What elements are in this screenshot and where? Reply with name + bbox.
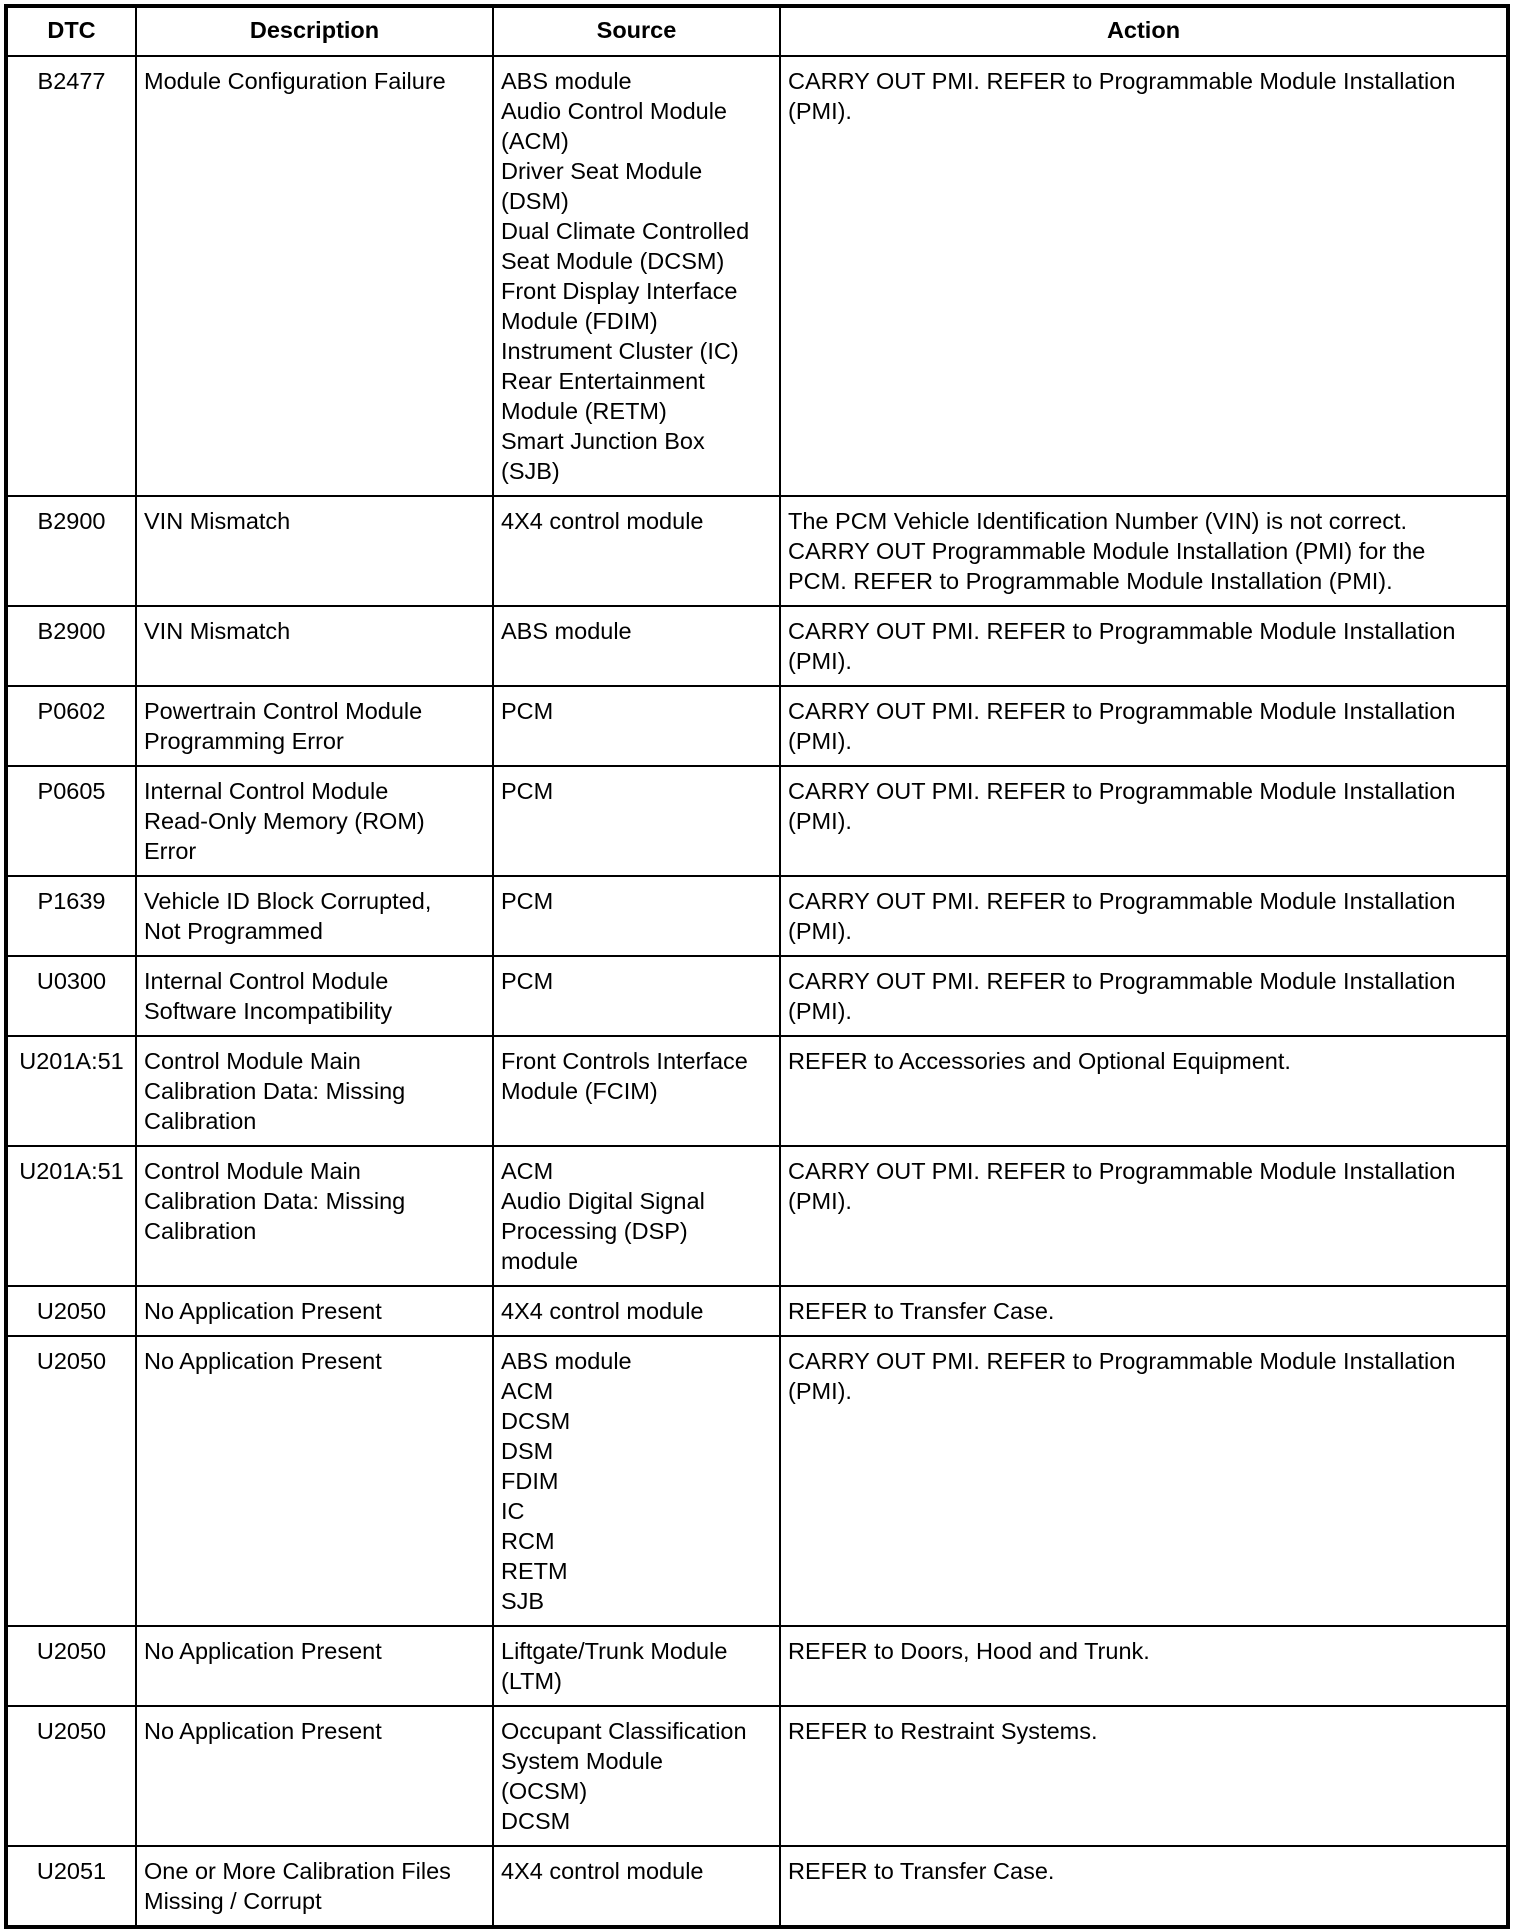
action-line: CARRY OUT PMI. REFER to Programmable Module Installation [788, 778, 1456, 804]
source-line: PCM [501, 778, 554, 804]
action-line: CARRY OUT PMI. REFER to Programmable Module Installation [788, 618, 1456, 644]
description-line: Read-Only Memory (ROM) [144, 808, 425, 834]
source-cell [493, 956, 780, 1036]
description-line: Module Configuration Failure [144, 68, 446, 94]
action-line: CARRY OUT Programmable Module Installation (PMI) for the [788, 538, 1426, 564]
description-cell [136, 956, 493, 1036]
table-body [6, 56, 1508, 1927]
table-row [6, 496, 1508, 606]
description-line: VIN Mismatch [144, 618, 291, 644]
description-cell [136, 1286, 493, 1336]
source-line: Instrument Cluster (IC) [501, 338, 739, 364]
action-cell [780, 1706, 1508, 1846]
source-line: 4X4 control module [501, 1858, 704, 1884]
source-line: Front Display Interface [501, 278, 738, 304]
dtc-code-cell: P0605 [6, 766, 136, 876]
source-cell [493, 1146, 780, 1286]
description-cell [136, 1036, 493, 1146]
source-line: DCSM [501, 1408, 571, 1434]
description-cell [136, 686, 493, 766]
description-line: Programming Error [144, 728, 344, 754]
action-cell [780, 876, 1508, 956]
source-line: Front Controls Interface [501, 1048, 748, 1074]
description-line: Calibration [144, 1108, 257, 1134]
source-cell [493, 606, 780, 686]
source-line: (OCSM) [501, 1778, 588, 1804]
source-line: PCM [501, 968, 554, 994]
table-row [6, 1846, 1508, 1927]
action-line: (PMI). [788, 808, 852, 834]
description-line: Vehicle ID Block Corrupted, [144, 888, 432, 914]
action-cell [780, 1626, 1508, 1706]
source-line: IC [501, 1498, 525, 1524]
source-line: PCM [501, 698, 554, 724]
table-row [6, 1336, 1508, 1626]
description-line: No Application Present [144, 1348, 382, 1374]
table-row [6, 876, 1508, 956]
source-cell [493, 1706, 780, 1846]
action-cell [780, 766, 1508, 876]
action-line: REFER to Restraint Systems. [788, 1718, 1098, 1744]
description-cell [136, 1706, 493, 1846]
source-line: PCM [501, 888, 554, 914]
table-header [6, 6, 1508, 56]
source-cell [493, 1036, 780, 1146]
description-line: Control Module Main [144, 1048, 361, 1074]
table-row [6, 686, 1508, 766]
source-line: ACM [501, 1158, 554, 1184]
description-line: Software Incompatibility [144, 998, 393, 1024]
action-cell [780, 606, 1508, 686]
source-line: Rear Entertainment [501, 368, 705, 394]
source-cell [493, 1336, 780, 1626]
description-line: One or More Calibration Files [144, 1858, 451, 1884]
action-cell [780, 496, 1508, 606]
description-line: Powertrain Control Module [144, 698, 423, 724]
source-line: 4X4 control module [501, 1298, 704, 1324]
dtc-table [4, 4, 1510, 1929]
source-line: Module (FDIM) [501, 308, 658, 334]
table-row [6, 56, 1508, 496]
description-cell [136, 1146, 493, 1286]
source-line: Audio Control Module [501, 98, 727, 124]
source-cell [493, 876, 780, 956]
source-line: ABS module [501, 68, 632, 94]
source-cell [493, 56, 780, 496]
table-row [6, 766, 1508, 876]
source-line: Audio Digital Signal [501, 1188, 705, 1214]
source-line: (ACM) [501, 128, 569, 154]
description-line: No Application Present [144, 1638, 382, 1664]
source-line: ABS module [501, 618, 632, 644]
source-line: (LTM) [501, 1668, 562, 1694]
table-row [6, 1286, 1508, 1336]
header-action: Action [780, 6, 1508, 56]
source-cell [493, 766, 780, 876]
action-line: PCM. REFER to Programmable Module Installation (PMI). [788, 568, 1393, 594]
source-line: (DSM) [501, 188, 569, 214]
dtc-code-cell: P0602 [6, 686, 136, 766]
action-line: The PCM Vehicle Identification Number (VIN) is not correct. [788, 508, 1408, 534]
table-row [6, 606, 1508, 686]
source-line: Dual Climate Controlled [501, 218, 750, 244]
dtc-code-cell: U2051 [6, 1846, 136, 1927]
description-cell [136, 496, 493, 606]
table-row [6, 1146, 1508, 1286]
description-cell [136, 56, 493, 496]
dtc-code-cell: U2050 [6, 1706, 136, 1846]
source-line: DSM [501, 1438, 554, 1464]
action-line: CARRY OUT PMI. REFER to Programmable Module Installation [788, 698, 1456, 724]
header-description: Description [136, 6, 493, 56]
source-line: module [501, 1248, 579, 1274]
header-row [6, 6, 1508, 56]
action-line: (PMI). [788, 918, 852, 944]
description-line: No Application Present [144, 1298, 382, 1324]
dtc-code-cell: U0300 [6, 956, 136, 1036]
source-line: Module (RETM) [501, 398, 667, 424]
description-line: Calibration Data: Missing [144, 1078, 406, 1104]
action-cell [780, 1336, 1508, 1626]
action-line: CARRY OUT PMI. REFER to Programmable Module Installation [788, 68, 1456, 94]
source-cell [493, 496, 780, 606]
description-line: VIN Mismatch [144, 508, 291, 534]
description-cell [136, 1846, 493, 1927]
dtc-code-cell: U2050 [6, 1336, 136, 1626]
action-cell [780, 1036, 1508, 1146]
dtc-code-cell: U201A:51 [6, 1146, 136, 1286]
description-line: Missing / Corrupt [144, 1888, 322, 1914]
action-line: (PMI). [788, 998, 852, 1024]
source-line: Occupant Classification [501, 1718, 747, 1744]
source-line: SJB [501, 1588, 545, 1614]
action-cell [780, 956, 1508, 1036]
source-line: 4X4 control module [501, 508, 704, 534]
source-line: DCSM [501, 1808, 571, 1834]
dtc-code-cell: U2050 [6, 1626, 136, 1706]
dtc-code-cell: B2900 [6, 496, 136, 606]
action-line: (PMI). [788, 98, 852, 124]
description-line: Not Programmed [144, 918, 323, 944]
table-row [6, 1626, 1508, 1706]
description-line: Error [144, 838, 197, 864]
action-line: REFER to Doors, Hood and Trunk. [788, 1638, 1150, 1664]
source-line: Module (FCIM) [501, 1078, 658, 1104]
action-line: REFER to Transfer Case. [788, 1298, 1055, 1324]
action-cell [780, 686, 1508, 766]
table-row [6, 1036, 1508, 1146]
description-line: Internal Control Module [144, 778, 389, 804]
description-cell [136, 876, 493, 956]
source-line: (SJB) [501, 458, 560, 484]
action-line: REFER to Transfer Case. [788, 1858, 1055, 1884]
source-line: FDIM [501, 1468, 559, 1494]
source-line: Smart Junction Box [501, 428, 705, 454]
action-line: CARRY OUT PMI. REFER to Programmable Module Installation [788, 968, 1456, 994]
source-line: System Module [501, 1748, 663, 1774]
table-row [6, 956, 1508, 1036]
action-line: (PMI). [788, 1378, 852, 1404]
source-line: ABS module [501, 1348, 632, 1374]
source-line: RCM [501, 1528, 555, 1554]
source-cell [493, 686, 780, 766]
dtc-code-cell: U2050 [6, 1286, 136, 1336]
source-line: Seat Module (DCSM) [501, 248, 725, 274]
header-source: Source [493, 6, 780, 56]
description-line: Calibration Data: Missing [144, 1188, 406, 1214]
description-cell [136, 1626, 493, 1706]
dtc-code-cell: B2477 [6, 56, 136, 496]
action-cell [780, 1846, 1508, 1927]
description-cell [136, 766, 493, 876]
action-line: CARRY OUT PMI. REFER to Programmable Module Installation [788, 1158, 1456, 1184]
source-cell [493, 1286, 780, 1336]
source-cell [493, 1626, 780, 1706]
action-line: (PMI). [788, 648, 852, 674]
table-row [6, 1706, 1508, 1846]
description-line: Internal Control Module [144, 968, 389, 994]
action-line: CARRY OUT PMI. REFER to Programmable Module Installation [788, 888, 1456, 914]
source-line: Processing (DSP) [501, 1218, 688, 1244]
dtc-code-cell: P1639 [6, 876, 136, 956]
action-cell [780, 1286, 1508, 1336]
source-cell [493, 1846, 780, 1927]
action-cell [780, 1146, 1508, 1286]
action-line: (PMI). [788, 728, 852, 754]
action-line: (PMI). [788, 1188, 852, 1214]
action-line: CARRY OUT PMI. REFER to Programmable Module Installation [788, 1348, 1456, 1374]
source-line: ACM [501, 1378, 554, 1404]
dtc-code-cell: U201A:51 [6, 1036, 136, 1146]
header-dtc: DTC [6, 6, 136, 56]
description-line: Control Module Main [144, 1158, 361, 1184]
source-line: RETM [501, 1558, 568, 1584]
description-line: No Application Present [144, 1718, 382, 1744]
description-cell [136, 606, 493, 686]
source-line: Driver Seat Module [501, 158, 703, 184]
dtc-code-cell: B2900 [6, 606, 136, 686]
description-cell [136, 1336, 493, 1626]
source-line: Liftgate/Trunk Module [501, 1638, 728, 1664]
action-line: REFER to Accessories and Optional Equipment. [788, 1048, 1291, 1074]
description-line: Calibration [144, 1218, 257, 1244]
action-cell [780, 56, 1508, 496]
